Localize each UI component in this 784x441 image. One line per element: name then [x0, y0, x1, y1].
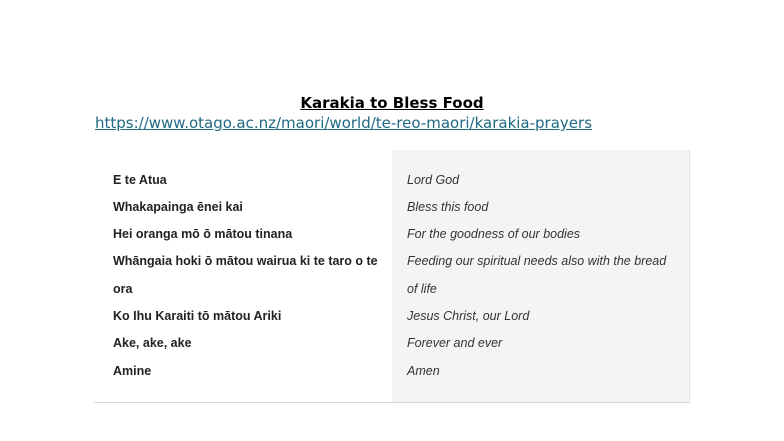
page-title: Karakia to Bless Food [300, 94, 484, 112]
english-column [392, 150, 690, 402]
english-line: Bless this food [407, 200, 489, 214]
maori-line: E te Atua [113, 173, 167, 187]
english-line: Jesus Christ, our Lord [407, 309, 530, 323]
maori-line: Whāngaia hoki ō mātou wairua ki te taro o te [113, 254, 378, 268]
english-line: Feeding our spiritual needs also with the bread [407, 254, 667, 268]
maori-line: Ake, ake, ake [113, 336, 192, 350]
maori-line: Ko Ihu Karaiti tō mātou Ariki [113, 309, 282, 323]
english-line: Lord God [407, 173, 460, 187]
maori-line: Amine [113, 364, 152, 378]
english-line: of life [407, 282, 437, 296]
maori-line: Hei oranga mō ō mātou tinana [113, 227, 293, 241]
karakia-table [94, 150, 690, 403]
source-link[interactable]: https://www.otago.ac.nz/maori/world/te-reo-maori/karakia-prayers [95, 114, 593, 132]
english-line: For the goodness of our bodies [407, 227, 581, 241]
english-line: Forever and ever [407, 336, 503, 350]
maori-column [94, 150, 392, 402]
maori-line: ora [113, 282, 133, 296]
english-line: Amen [407, 364, 440, 378]
maori-line: Whakapainga ēnei kai [113, 200, 243, 214]
